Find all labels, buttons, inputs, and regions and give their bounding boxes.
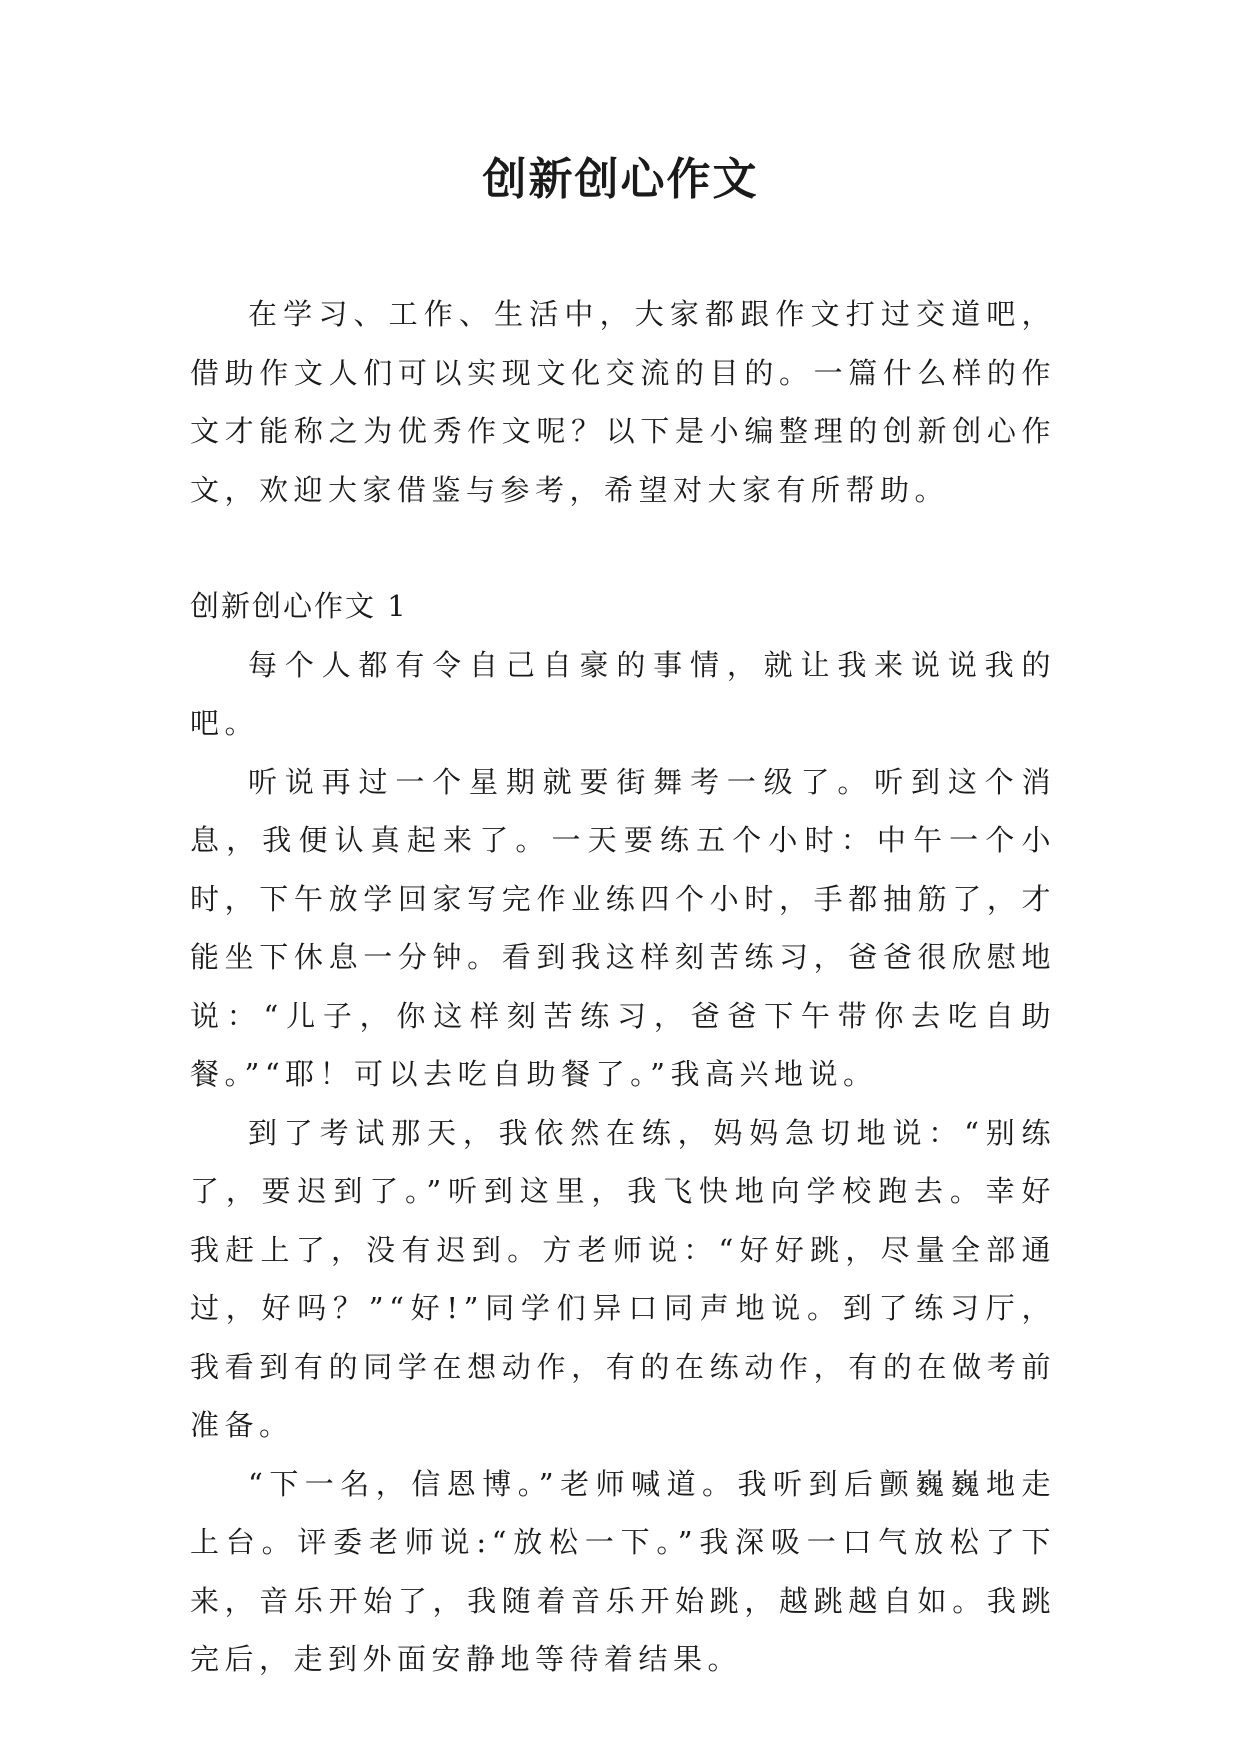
document-title: 创新创心作文: [482, 154, 759, 205]
body-paragraph: 每个人都有令自己自豪的事情，就让我来说说我的吧。: [190, 647, 1056, 740]
intro-paragraph: 在学习、工作、生活中，大家都跟作文打过交道吧，借助作文人们可以实现文化交流的目的。一篇什么样的作文才能称之为优秀作文呢？以下是小编整理的创新创心作文，欢迎大家借鉴与参考，希望对大家有所帮助。: [190, 297, 1056, 507]
body-paragraph: 到了考试那天，我依然在练，妈妈急切地说：“别练了，要迟到了。”听到这里，我飞快地向学校跑去。幸好我赶上了，没有迟到。方老师说：“好好跳，尽量全部通过，好吗？”“好!”同学们异口同声地说。到了练习厅，我看到有的同学在想动作，有的在练动作，有的在做考前准备。: [190, 1115, 1056, 1442]
body-paragraph: 听说再过一个星期就要街舞考一级了。听到这个消息，我便认真起来了。一天要练五个小时：中午一个小时，下午放学回家写完作业练四个小时，手都抽筋了，才能坐下休息一分钟。看到我这样刻苦练习，爸爸很欣慰地说：“儿子，你这样刻苦练习，爸爸下午带你去吃自助餐。”“耶！可以去吃自助餐了。”我高兴地说。: [190, 764, 1056, 1091]
body-paragraph: “下一名，信恩博。”老师喊道。我听到后颤巍巍地走上台。评委老师说:“放松一下。”我深吸一口气放松了下来，音乐开始了，我随着音乐开始跳，越跳越自如。我跳完后，走到外面安静地等待着结果。: [190, 1466, 1056, 1676]
section-heading: 创新创心作文 1: [190, 589, 408, 623]
document-body: [190, 285, 1056, 1689]
